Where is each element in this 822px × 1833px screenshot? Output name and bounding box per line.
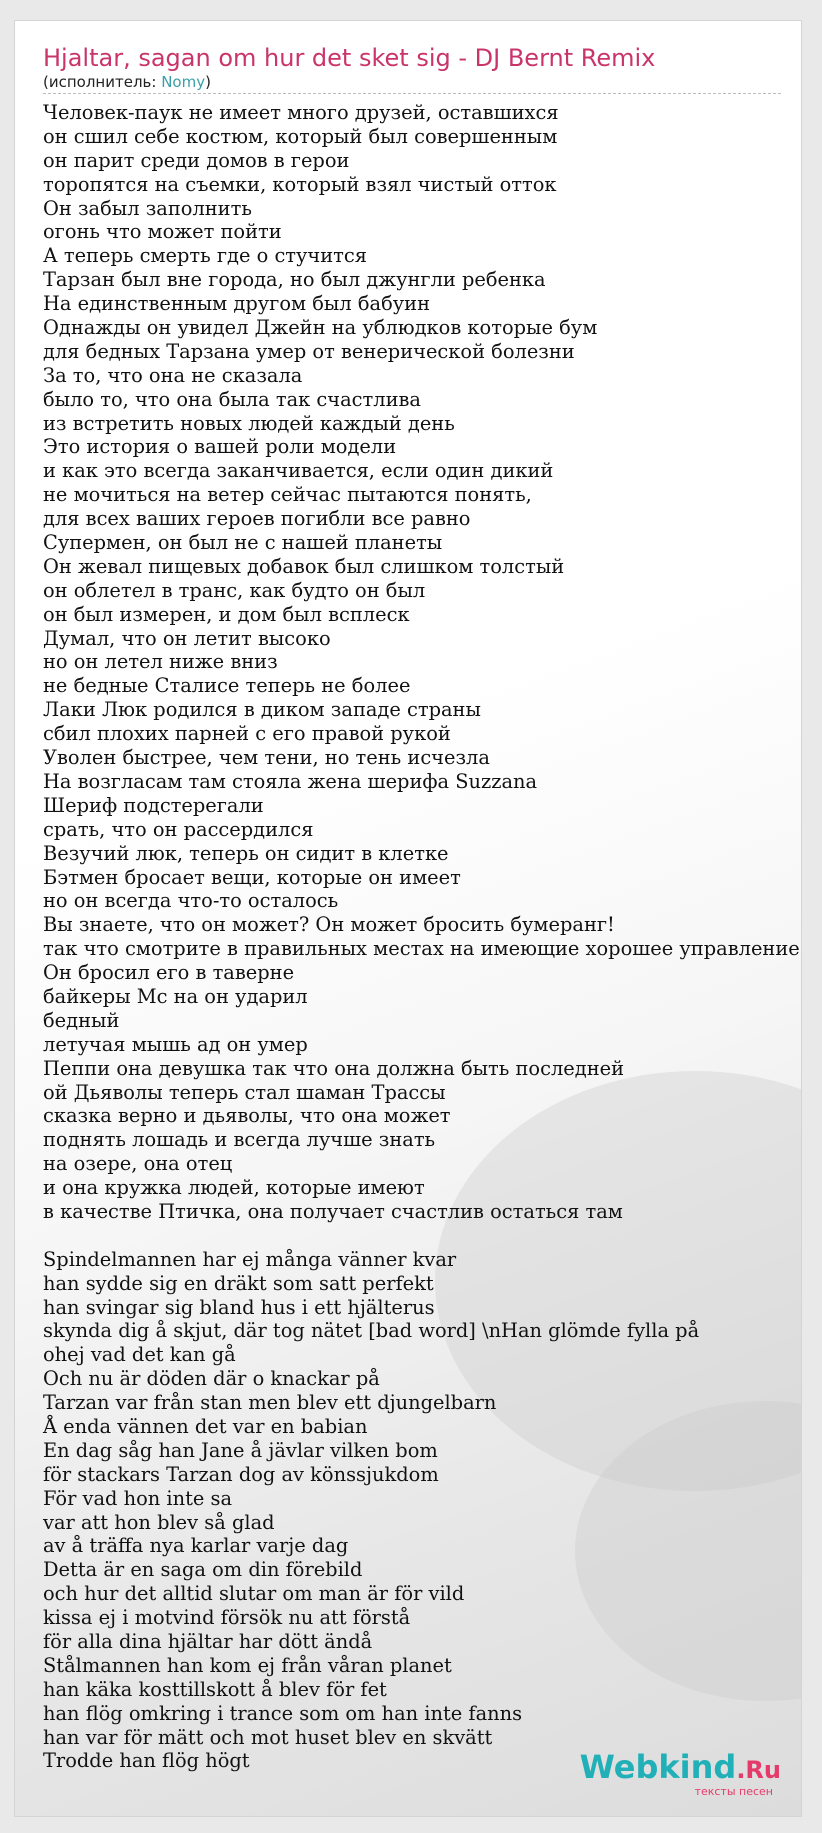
lyric-line: av å träffa nya karlar varje dag [43,1534,349,1558]
lyric-line: var att hon blev så glad [43,1510,275,1534]
lyric-line: han sydde sig en dräkt som satt perfekt [43,1271,434,1295]
lyric-line: Он бросил его в таверне [43,961,295,985]
lyric-line: из встретить новых людей каждый день [43,411,455,435]
lyric-line: Detta är en saga om din förebild [43,1558,363,1582]
lyrics-card [14,20,802,1817]
lyric-line: ohej vad det kan gå [43,1343,236,1367]
lyric-line: он парит среди домов в герои [43,148,350,172]
lyric-line: han var för mätt och mot huset blev en skvätt [43,1725,493,1749]
artist-link[interactable]: Nomy [161,73,206,91]
lyric-line: он облетел в транс, как будто он был [43,578,426,602]
lyric-line: байкеры Мс на он ударил [43,984,308,1008]
lyric-line: För vad hon inte sa [43,1486,233,1510]
lyric-line: ой Дьяволы теперь стал шаман Трассы [43,1080,446,1104]
lyric-line: и как это всегда заканчивается, если один дикий [43,459,554,483]
lyric-line: На возгласам там стояла жена шерифа Suzzana [43,769,538,793]
lyric-line: Trodde han flög högt [43,1749,250,1773]
lyric-line: поднять лошадь и всегда лучше знать [43,1128,436,1152]
lyric-line: для бедных Тарзана умер от венерической болезни [43,339,575,363]
lyric-line: Och nu är döden där o knackar på [43,1367,380,1391]
lyric-line [43,1224,802,1248]
lyric-line: Å enda vännen det var en babian [43,1414,368,1438]
lyric-line: но он летел ниже вниз [43,650,278,674]
lyric-line: бедный [43,1008,120,1032]
logo-tld: .Ru [736,1756,781,1784]
lyric-line: А теперь смерть где о стучится [43,244,367,268]
lyric-line: kissa ej i motvind försök nu att förstå [43,1606,411,1630]
lyric-line: Лаки Люк родился в диком западе страны [43,698,481,722]
lyric-line: он сшил себе костюм, который был совершенным [43,124,558,148]
lyric-line: огонь что может пойти [43,220,282,244]
lyric-line: срать, что он рассердился [43,817,314,841]
lyric-line: и она кружка людей, которые имеют [43,1176,425,1200]
lyric-line: на озере, она отец [43,1152,233,1176]
lyric-line: Уволен быстрее, чем тени, но тень исчезла [43,746,490,770]
lyric-line: Человек-паук не имеет много друзей, оставшихся [43,101,559,124]
lyric-line: En dag såg han Jane å jävlar vilken bom [43,1438,438,1462]
lyric-line: в качестве Птичка, она получает счастлив остаться там [43,1199,623,1223]
lyric-line: Шериф подстерегали [43,793,264,817]
lyric-line: летучая мышь ад он умер [43,1032,308,1056]
lyric-line: han svingar sig bland hus i ett hjälterus [43,1295,435,1319]
logo-tagline: тексты песен [694,1785,773,1798]
lyric-line: Бэтмен бросает вещи, которые он имеет [43,865,461,889]
lyric-line: Супермен, он был не с нашей планеты [43,531,443,555]
lyric-line: han käka kosttillskott å blev för fet [43,1677,387,1701]
lyric-line: сказка верно и дьяволы, что она может [43,1104,451,1128]
lyric-line: для всех ваших героев погибли все равно [43,507,471,531]
lyric-line: Тарзан был вне города, но был джунгли ребенка [43,268,546,292]
lyric-line: Вы знаете, что он может? Он может бросить бумеранг! [43,913,615,937]
lyric-line: Spindelmannen har ej många vänner kvar [43,1247,457,1271]
lyric-line: Он жевал пищевых добавок был слишком толстый [43,554,565,578]
lyric-line: han flög omkring i trance som om han inte fanns [43,1701,523,1725]
lyric-line: skynda dig å skjut, där tog nätet [bad word] \nHan glömde fylla på [43,1319,700,1343]
lyric-line: Везучий люк, теперь он сидит в клетке [43,841,449,865]
lyric-line: Пеппи она девушка так что она должна быть последней [43,1056,625,1080]
logo-wordmark: Webkind [579,1748,737,1786]
lyric-line: Tarzan var från stan men blev ett djungelbarn [43,1391,497,1415]
song-title: Hjaltar, sagan om hur det sket sig - DJ Bernt Remix [43,44,656,72]
lyric-line: och hur det alltid slutar om man är för vild [43,1582,465,1606]
lyric-line: На единственным другом был бабуин [43,292,430,316]
artist-suffix: ) [205,73,211,91]
lyric-line: было то, что она была так счастлива [43,387,421,411]
lyric-line: не бедные Сталисе теперь не более [43,674,411,698]
lyric-line: так что смотрите в правильных местах на имеющие хорошее управление [43,937,800,961]
lyric-line: он был измерен, и дом был всплеск [43,602,410,626]
lyric-line: Это история о вашей роли модели [43,435,397,459]
lyric-line: Думал, что он летит высоко [43,626,331,650]
lyric-line: торопятся на съемки, который взял чистый отток [43,172,557,196]
song-header [43,43,781,94]
lyric-line: не мочиться на ветер сейчас пытаются понять, [43,483,532,507]
lyric-line: но он всегда что-то осталось [43,889,339,913]
lyric-line: Он забыл заполнить [43,196,252,220]
artist-prefix: (исполнитель: [43,73,162,91]
lyric-line: сбил плохих парней с его правой рукой [43,722,451,746]
lyric-line: За то, что она не сказала [43,363,303,387]
artist-line [43,73,781,94]
lyric-line: Stålmannen han kom ej från våran planet [43,1653,452,1677]
lyric-line: för stackars Tarzan dog av könssjukdom [43,1462,439,1486]
site-logo[interactable] [580,1750,781,1798]
lyrics-text [43,101,802,1773]
lyric-line: Однажды он увидел Джейн на ублюдков которые бум [43,316,598,340]
lyric-line: för alla dina hjältar har dött ändå [43,1630,373,1653]
